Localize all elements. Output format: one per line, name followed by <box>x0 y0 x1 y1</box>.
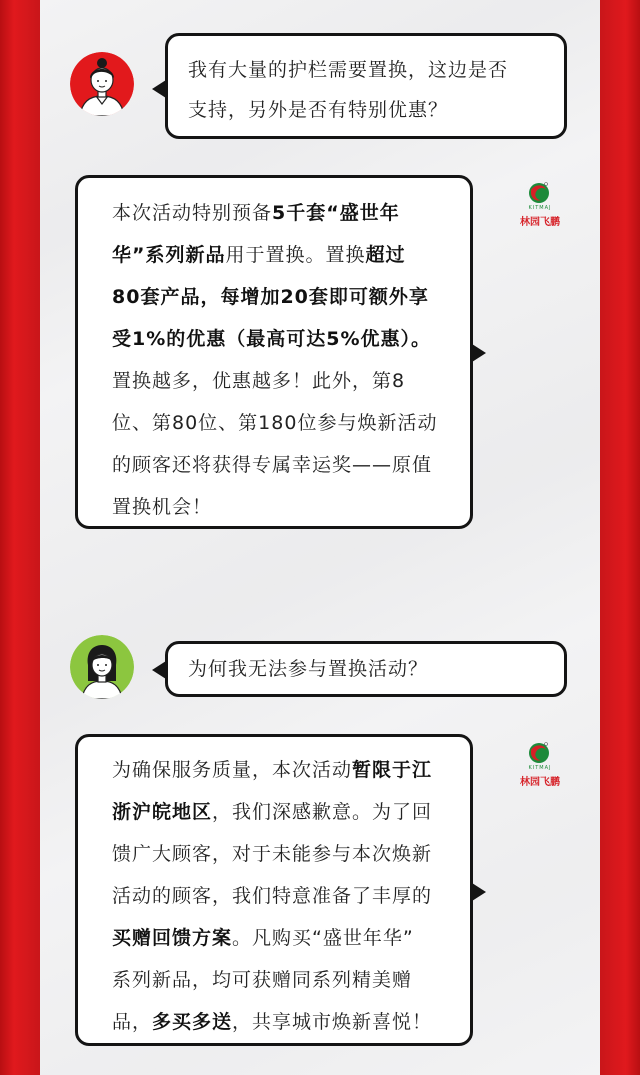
answer-text-segment: 置换机会！ <box>112 496 213 518</box>
answer-highlight-text: 浙沪皖地区 <box>112 801 213 823</box>
answer-text-segment: 的顾客还将获得专属幸运奖——原值 <box>112 454 433 476</box>
customer-avatar-1 <box>70 52 134 116</box>
answer-text-segment: 用于置换。置换 <box>225 244 366 266</box>
answer-line <box>112 875 450 917</box>
answer-text-segment: 系列新品，均可获赠同系列精美赠 <box>112 969 413 991</box>
question-bubble-1 <box>165 33 567 139</box>
bubble-tail <box>472 883 486 901</box>
answer-highlight-text: 买赠回馈方案 <box>112 927 233 949</box>
answer-line <box>112 749 450 791</box>
customer-avatar-2 <box>70 635 134 699</box>
answer-text-segment: 活动的顾客，我们特意准备了丰厚的 <box>112 885 433 907</box>
answer-text-segment: ，共享城市焕新喜悦！ <box>232 1011 433 1033</box>
answer-bubble-2 <box>75 734 473 1046</box>
brand-small-text: KITMAJ <box>528 765 552 771</box>
answer-line <box>112 192 450 234</box>
answer-text-segment: 为确保服务质量，本次活动 <box>112 759 353 781</box>
answer-text-segment: 。凡购买“盛世年华” <box>232 927 414 949</box>
bubble-tail <box>472 344 486 362</box>
answer-text-2 <box>78 737 470 1043</box>
question-text-2 <box>168 644 564 689</box>
answer-line <box>112 486 450 528</box>
question-text-1 <box>168 36 564 130</box>
brand-logo-1 <box>518 180 562 230</box>
answer-text-1 <box>78 178 470 528</box>
answer-line <box>112 959 450 1001</box>
answer-text-segment: ，我们深感歉意。为了回 <box>212 801 433 823</box>
answer-line <box>112 444 450 486</box>
answer-highlight-text: 超过 <box>365 244 406 266</box>
bubble-tail <box>152 80 166 98</box>
answer-line <box>112 318 450 360</box>
answer-highlight-text: 80套产品，每增加20套即可额外享 <box>112 286 429 308</box>
question-line: 支持，另外是否有特别优惠？ <box>188 99 449 121</box>
brand-name: 林园飞鹏 <box>520 217 560 228</box>
answer-highlight-text: 受1%的优惠（最高可达5%优惠）。 <box>112 328 432 350</box>
answer-highlight-text: 5千套“盛世年 <box>272 202 400 224</box>
woman-avatar-red-icon <box>70 52 134 116</box>
answer-highlight-text: 多买多送 <box>152 1011 233 1033</box>
brand-logo-2 <box>518 740 562 790</box>
question-line: 为何我无法参与置换活动？ <box>188 658 429 680</box>
brand-logo-icon <box>526 180 552 204</box>
answer-text-segment: 置换越多，优惠越多！此外，第8 <box>112 370 406 392</box>
answer-line <box>112 276 450 318</box>
answer-text-segment: 本次活动特别预备 <box>112 202 273 224</box>
answer-line <box>112 917 450 959</box>
brand-small-text: KITMAJ <box>528 205 552 211</box>
answer-line <box>112 360 450 402</box>
bubble-tail <box>152 661 166 679</box>
answer-line <box>112 833 450 875</box>
brand-name: 林园飞鹏 <box>520 777 560 788</box>
brand-logo-icon <box>526 740 552 764</box>
answer-text-segment: 馈广大顾客，对于未能参与本次焕新 <box>112 843 433 865</box>
answer-bubble-1 <box>75 175 473 529</box>
answer-highlight-text: 暂限于江 <box>352 759 433 781</box>
question-bubble-2 <box>165 641 567 697</box>
answer-line <box>112 402 450 444</box>
answer-line <box>112 791 450 833</box>
woman-avatar-green-icon <box>70 635 134 699</box>
answer-text-segment: 品， <box>112 1011 153 1033</box>
answer-line <box>112 1001 450 1043</box>
answer-highlight-text: 华”系列新品 <box>112 244 226 266</box>
answer-line <box>112 234 450 276</box>
answer-text-segment: 位、第80位、第180位参与焕新活动 <box>112 412 438 434</box>
question-line: 我有大量的护栏需要置换，这边是否 <box>188 59 509 81</box>
